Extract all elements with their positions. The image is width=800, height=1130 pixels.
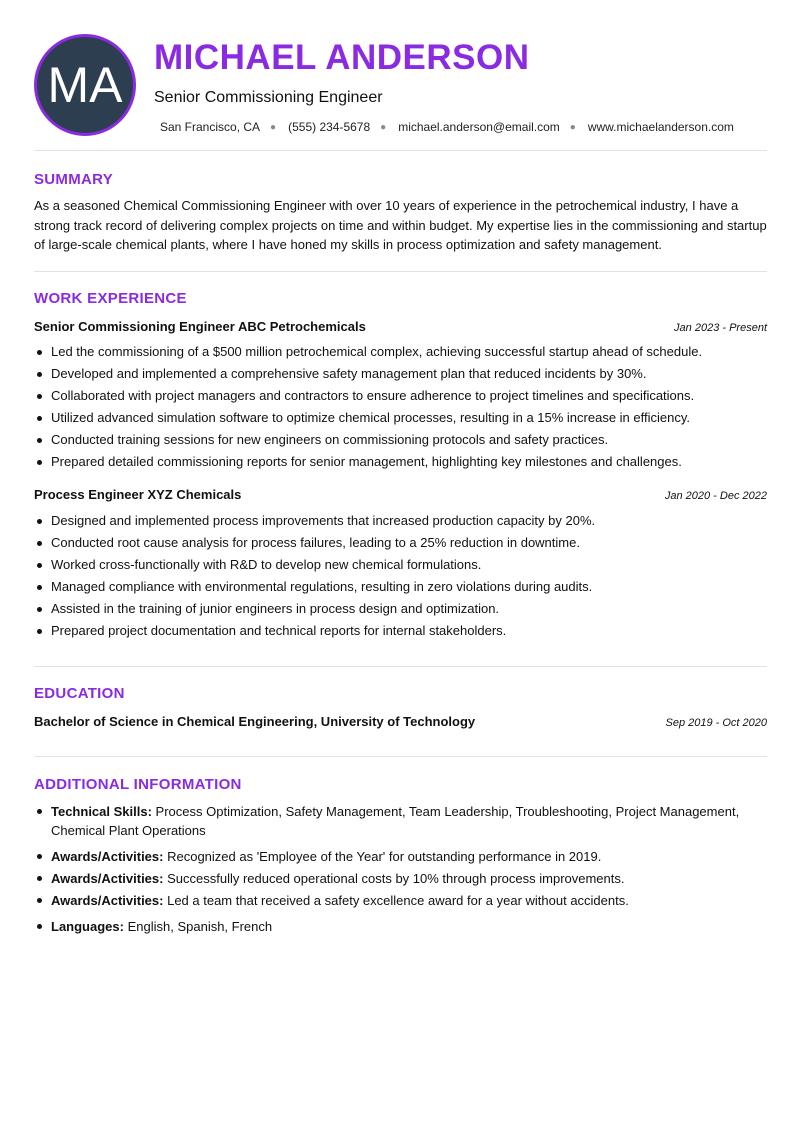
separator-dot-icon: ● xyxy=(380,121,387,133)
info-text: Recognized as 'Employee of the Year' for outstanding performance in 2019. xyxy=(167,849,602,864)
divider xyxy=(34,150,767,151)
list-item: Collaborated with project managers and contractors to ensure adherence to project timelines and specifications. xyxy=(34,388,767,410)
avatar-initials: MA xyxy=(47,57,123,113)
list-item xyxy=(34,891,767,910)
info-label: Awards/Activities: xyxy=(51,871,164,886)
contact-line xyxy=(160,120,734,134)
list-item xyxy=(34,847,767,866)
education-degree: Bachelor of Science in Chemical Engineering, University of Technology xyxy=(34,714,476,729)
info-label: Technical Skills: xyxy=(51,804,152,819)
candidate-name: MICHAEL ANDERSON xyxy=(154,38,530,77)
divider xyxy=(34,756,767,757)
list-item: Worked cross-functionally with R&D to develop new chemical formulations. xyxy=(34,557,767,579)
list-item: Prepared detailed commissioning reports for senior management, highlighting key milestones and challenges. xyxy=(34,454,767,476)
info-text: Led a team that received a safety excellence award for a year without accidents. xyxy=(167,893,629,908)
list-item xyxy=(34,802,767,840)
avatar xyxy=(34,34,136,136)
candidate-title: Senior Commissioning Engineer xyxy=(154,89,383,106)
info-label: Awards/Activities: xyxy=(51,893,164,908)
info-text: English, Spanish, French xyxy=(127,919,273,934)
contact-website[interactable]: www.michaelanderson.com xyxy=(587,120,734,134)
separator-dot-icon: ● xyxy=(569,121,576,133)
list-item: Managed compliance with environmental regulations, resulting in zero violations during audits. xyxy=(34,579,767,601)
job-bullets xyxy=(34,344,767,476)
contact-location: San Francisco, CA xyxy=(160,120,261,134)
job-date: Jan 2023 - Present xyxy=(674,322,767,334)
work-experience-heading: WORK EXPERIENCE xyxy=(34,290,187,307)
summary-text: As a seasoned Chemical Commissioning Engineer with over 10 years of experience in the petrochemical industry, I have a strong track record of delivering complex projects on time and within budget. My expertise lies in the commissioning and startup of large-scale chemical plants, where I have honed my skills in process optimization and safety management. xyxy=(34,198,767,252)
list-item: Prepared project documentation and technical reports for internal stakeholders. xyxy=(34,623,767,645)
list-item: Utilized advanced simulation software to optimize chemical processes, resulting in a 15% increase in efficiency. xyxy=(34,410,767,432)
divider xyxy=(34,271,767,272)
job-bullets xyxy=(34,513,767,645)
list-item: Developed and implemented a comprehensive safety management plan that reduced incidents by 30%. xyxy=(34,366,767,388)
contact-phone[interactable]: (555) 234-5678 xyxy=(288,120,371,134)
job-header xyxy=(34,319,767,334)
job-role: Senior Commissioning Engineer ABC Petrochemicals xyxy=(34,319,366,334)
separator-dot-icon: ● xyxy=(270,121,277,133)
list-item: Led the commissioning of a $500 million petrochemical complex, achieving successful startup ahead of schedule. xyxy=(34,344,767,366)
additional-info-list xyxy=(34,802,767,936)
info-text: Successfully reduced operational costs by 10% through process improvements. xyxy=(167,871,625,886)
job-date: Jan 2020 - Dec 2022 xyxy=(664,490,767,502)
info-label: Awards/Activities: xyxy=(51,849,164,864)
info-label: Languages: xyxy=(51,919,124,934)
list-item: Designed and implemented process improvements that increased production capacity by 20%. xyxy=(34,513,767,535)
education-entry xyxy=(34,714,767,729)
list-item xyxy=(34,917,767,936)
job-role: Process Engineer XYZ Chemicals xyxy=(34,487,242,502)
info-text: Process Optimization, Safety Management, Team Leadership, Troubleshooting, Project Management, Chemical Plant Operations xyxy=(51,804,740,838)
contact-email[interactable]: michael.anderson@email.com xyxy=(398,120,560,134)
job-header xyxy=(34,487,767,502)
education-heading: EDUCATION xyxy=(34,685,125,702)
education-date: Sep 2019 - Oct 2020 xyxy=(665,717,767,729)
list-item: Conducted training sessions for new engineers on commissioning protocols and safety practices. xyxy=(34,432,767,454)
summary-heading: SUMMARY xyxy=(34,171,114,188)
divider xyxy=(34,666,767,667)
list-item: Conducted root cause analysis for process failures, leading to a 25% reduction in downtime. xyxy=(34,535,767,557)
additional-info-heading: ADDITIONAL INFORMATION xyxy=(34,776,242,793)
list-item: Assisted in the training of junior engineers in process design and optimization. xyxy=(34,601,767,623)
list-item xyxy=(34,869,767,888)
